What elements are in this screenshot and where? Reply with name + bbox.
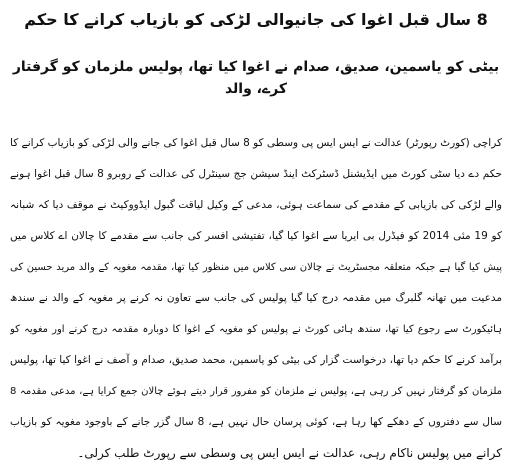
body-line: پیش کیا گیا ہے جبکہ متعلقہ مجسٹریٹ نے چالان سی کلاس میں منظور کیا تھا، مقدمہ مغویہ کے والد مرید حسین کی bbox=[10, 262, 502, 273]
body-line: سال سے دفتروں کے دھکے کھا رہا ہے، کوئی پرسان حال نہیں ہے، 8 سال گزر جانے کے باوجود مغویہ کو بازیاب bbox=[10, 416, 502, 428]
article-subheadline: بیٹی کو یاسمین، صدیق، صدام نے اغوا کیا تھا، پولیس ملزمان کو گرفتار کرے، والد bbox=[12, 59, 500, 97]
body-line: برآمد کرنے کا حکم دیا تھا، درخواست گزار کی بیٹی کو یاسمین، محمد صدیق، صدام و آصف نے اغوا کیا تھا، پولیس bbox=[10, 354, 502, 366]
body-line: والے لڑکی کی بازیابی کے مقدمے کی سماعت ہوئی، مدعی کے وکیل لیاقت گبول ایڈووکیٹ نے موقف دیا کہ شبانہ bbox=[10, 199, 502, 211]
body-line: کراچی (کورٹ رپورٹر) عدالت نے ایس ایس پی وسطی کو 8 سال قبل اغوا کی جانے والی لڑکی کو بازیاب کرانے کا bbox=[10, 137, 502, 149]
body-line: ملزمان کو گرفتار نہیں کر رہی ہے، پولیس نے ملزمان کو مفرور قرار دیتے ہوئے چالان جمع کرایا ہے، مدعی مقدمہ 8 bbox=[10, 386, 502, 397]
body-line: ہائیکورٹ سے رجوع کیا تھا، سندھ ہائی کورٹ نے پولیس کو مغویہ کے اغوا کا دوبارہ مقدمہ درج کرنے اور مغویہ کو bbox=[10, 324, 502, 335]
article-body bbox=[10, 128, 502, 469]
body-line: مدعیت میں تھانہ گلبرگ میں مقدمہ درج کیا گیا پولیس کی جانب سے تعاون نہ کرنے پر مغویہ کے والد نے سندھ bbox=[10, 292, 502, 304]
body-line: کو 19 مئی 2014 کو فیڈرل بی ایریا سے اغوا کیا گیا، تفتیشی افسر کی جانب سے مقدمے کا چالان اے کلاس میں bbox=[10, 230, 502, 242]
body-line: کرانے میں پولیس ناکام رہی، عدالت نے ایس ایس پی وسطی سے رپورٹ طلب کرلی۔ bbox=[77, 446, 502, 460]
article-headline: 8 سال قبل اغوا کی جانیوالی لڑکی کو بازیاب کرانے کا حکم bbox=[24, 10, 488, 29]
body-line: حکم دے دیا سٹی کورٹ میں ایڈیشنل ڈسٹرکٹ اینڈ سیشن جج سینٹرل کی عدالت کے روبرو 8 سال قبل اغوا ہونے bbox=[10, 168, 502, 180]
